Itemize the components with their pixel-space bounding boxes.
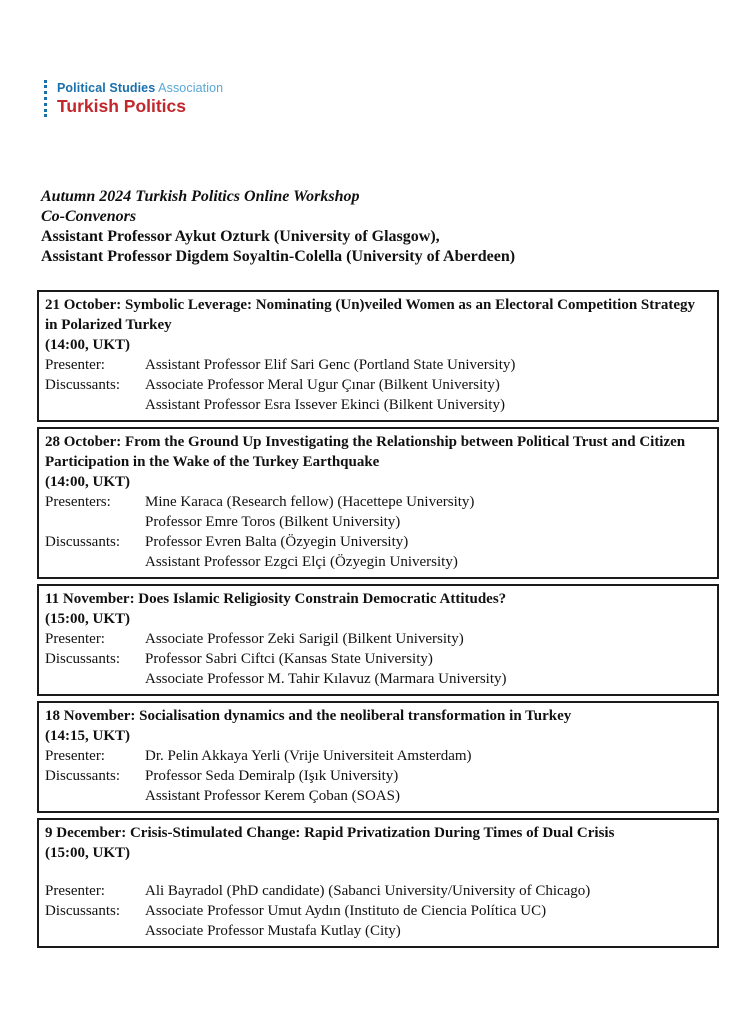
- people-names: [145, 649, 709, 689]
- people-row: [45, 901, 709, 941]
- role-label: Presenter:: [45, 883, 105, 899]
- person-name: Associate Professor M. Tahir Kılavuz (Marmara University): [145, 671, 507, 687]
- session-title: 21 October: Symbolic Leverage: Nominating (Un)veiled Women as an Electoral Competition Strategy in Polarized Turkey: [45, 297, 696, 333]
- people-row: [45, 629, 709, 649]
- people-names: [145, 375, 709, 415]
- session-title: 28 October: From the Ground Up Investigating the Relationship between Political Trust and Citizen Participation in the Wake of the Turkey Earthquake: [45, 434, 686, 470]
- session-people: [45, 355, 709, 415]
- blank-line: [45, 863, 709, 881]
- person-name: Mine Karaca (Research fellow) (Hacettepe University): [145, 494, 475, 510]
- session-title: 11 November: Does Islamic Religiosity Constrain Democratic Attitudes?: [45, 591, 507, 607]
- session-title: 18 November: Socialisation dynamics and the neoliberal transformation in Turkey: [45, 708, 572, 724]
- role-label: Discussants:: [45, 534, 120, 550]
- session-time: (15:00, UKT): [45, 611, 130, 627]
- session-time: (14:15, UKT): [45, 728, 130, 744]
- session-people: [45, 746, 709, 806]
- session-box: [37, 427, 719, 579]
- session-box: [37, 584, 719, 696]
- role-label: Presenter:: [45, 748, 105, 764]
- people-names: [145, 492, 709, 532]
- logo-text: [57, 80, 223, 117]
- session-box: [37, 818, 719, 948]
- people-row: [45, 766, 709, 806]
- person-name: Associate Professor Zeki Sarigil (Bilkent University): [145, 631, 464, 647]
- session-people: [45, 629, 709, 689]
- logo-org-name-bold: Political Studies: [57, 81, 156, 95]
- person-name: Assistant Professor Esra Issever Ekinci (Bilkent University): [145, 397, 505, 413]
- role-label: Presenters:: [45, 494, 111, 510]
- session-time: (15:00, UKT): [45, 845, 130, 861]
- role-label: Discussants:: [45, 377, 120, 393]
- session-time: (14:00, UKT): [45, 474, 130, 490]
- session-people: [45, 863, 709, 941]
- person-name: Assistant Professor Elif Sari Genc (Portland State University): [145, 357, 516, 373]
- people-row: [45, 355, 709, 375]
- session-box: [37, 290, 719, 422]
- session-box: [37, 701, 719, 813]
- convenor-line: Assistant Professor Digdem Soyaltin-Colella (University of Aberdeen): [41, 248, 516, 265]
- logo-dotted-line-icon: [44, 80, 47, 117]
- person-name: Assistant Professor Kerem Çoban (SOAS): [145, 788, 400, 804]
- role-label: Presenter:: [45, 631, 105, 647]
- workshop-title: Autumn 2024 Turkish Politics Online Workshop: [41, 188, 360, 205]
- convenor-line: Assistant Professor Aykut Ozturk (University of Glasgow),: [41, 228, 440, 245]
- person-name: Professor Evren Balta (Özyegin University): [145, 534, 409, 550]
- people-row: [45, 649, 709, 689]
- person-name: Professor Emre Toros (Bilkent University): [145, 514, 401, 530]
- role-label: Discussants:: [45, 651, 120, 667]
- people-names: [145, 629, 709, 649]
- person-name: Associate Professor Mustafa Kutlay (City): [145, 923, 401, 939]
- people-names: [145, 746, 709, 766]
- role-label: Discussants:: [45, 768, 120, 784]
- people-row: [45, 532, 709, 572]
- people-row: [45, 881, 709, 901]
- session-time: (14:00, UKT): [45, 337, 130, 353]
- people-row: [45, 375, 709, 415]
- people-names: [145, 901, 709, 941]
- intro-block: [41, 187, 711, 267]
- person-name: Associate Professor Umut Aydın (Instituto de Ciencia Política UC): [145, 903, 547, 919]
- convenors-heading: Co-Convenors: [41, 208, 137, 225]
- person-name: Professor Seda Demiralp (Işık University): [145, 768, 399, 784]
- people-names: [145, 881, 709, 901]
- session-list: [37, 290, 719, 953]
- logo-org-name-light: Association: [158, 81, 224, 95]
- person-name: Associate Professor Meral Ugur Çınar (Bilkent University): [145, 377, 500, 393]
- session-people: [45, 492, 709, 572]
- logo-org-name: [57, 80, 223, 96]
- logo-group-name: Turkish Politics: [57, 96, 187, 116]
- people-row: [45, 746, 709, 766]
- people-names: [145, 766, 709, 806]
- people-row: [45, 492, 709, 532]
- session-title: 9 December: Crisis-Stimulated Change: Rapid Privatization During Times of Dual Crisis: [45, 825, 615, 841]
- person-name: Ali Bayradol (PhD candidate) (Sabanci University/University of Chicago): [145, 883, 591, 899]
- role-label: Discussants:: [45, 903, 120, 919]
- person-name: Assistant Professor Ezgci Elçi (Özyegin University): [145, 554, 458, 570]
- people-names: [145, 355, 709, 375]
- people-names: [145, 532, 709, 572]
- role-label: Presenter:: [45, 357, 105, 373]
- person-name: Dr. Pelin Akkaya Yerli (Vrije Universiteit Amsterdam): [145, 748, 472, 764]
- psa-logo: [44, 80, 223, 117]
- person-name: Professor Sabri Ciftci (Kansas State University): [145, 651, 433, 667]
